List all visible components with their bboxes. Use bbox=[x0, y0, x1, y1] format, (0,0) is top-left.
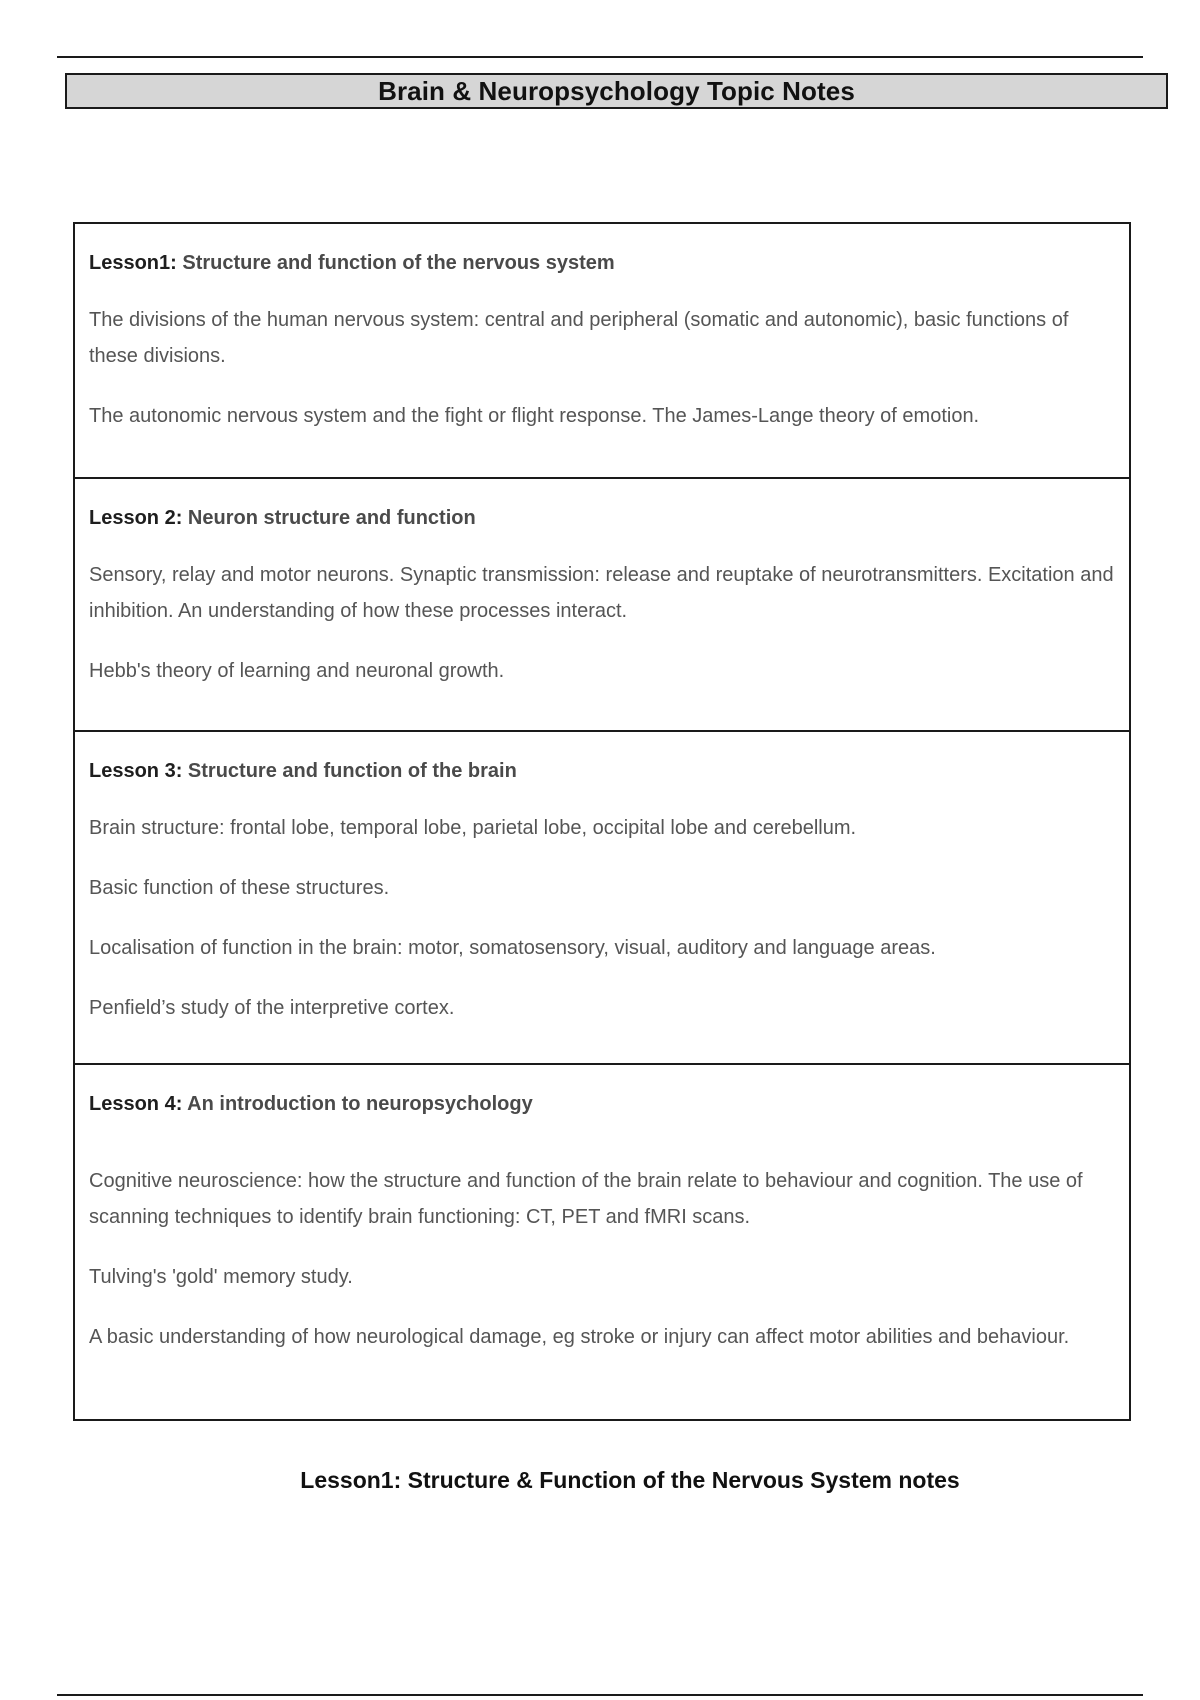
title-banner bbox=[65, 73, 1168, 109]
lesson-paragraph: A basic understanding of how neurological damage, eg stroke or injury can affect motor abilities and behaviour. bbox=[89, 1326, 1070, 1348]
lesson-paragraph: Penfield’s study of the interpretive cortex. bbox=[89, 997, 455, 1019]
lesson-number: Lesson1: bbox=[89, 252, 177, 274]
bottom-rule bbox=[57, 1694, 1143, 1696]
lessons-table bbox=[73, 222, 1131, 1421]
lesson-heading bbox=[89, 250, 1115, 276]
lesson-title: Neuron structure and function bbox=[182, 507, 476, 529]
lesson-cell-2 bbox=[75, 477, 1129, 730]
lesson-number: Lesson 2: bbox=[89, 507, 183, 529]
lesson-cell-4 bbox=[75, 1063, 1129, 1419]
lesson-paragraph: Brain structure: frontal lobe, temporal lobe, parietal lobe, occipital lobe and cerebellum. bbox=[89, 817, 857, 839]
lesson-heading bbox=[89, 758, 1115, 784]
notes-section-heading: Lesson1: Structure & Function of the Nervous System notes bbox=[300, 1467, 960, 1493]
lesson-paragraph: Localisation of function in the brain: motor, somatosensory, visual, auditory and language areas. bbox=[89, 937, 936, 959]
lesson-paragraph: Basic function of these structures. bbox=[89, 877, 390, 899]
lesson-number: Lesson 4: bbox=[89, 1093, 183, 1115]
lesson-heading bbox=[89, 1091, 1115, 1117]
lesson-paragraph: Sensory, relay and motor neurons. Synaptic transmission: release and reuptake of neurotransmitters. Excitation and inhibition. An understanding of how these processes interact. bbox=[89, 564, 1114, 622]
lesson-paragraph: Tulving's 'gold' memory study. bbox=[89, 1266, 353, 1288]
page-title: Brain & Neuropsychology Topic Notes bbox=[378, 75, 855, 106]
lesson-heading bbox=[89, 505, 1115, 531]
lesson-cell-1 bbox=[75, 224, 1129, 477]
lesson-title: Structure and function of the nervous system bbox=[176, 252, 615, 274]
lesson-cell-3 bbox=[75, 730, 1129, 1063]
lesson-paragraph: The divisions of the human nervous system: central and peripheral (somatic and autonomic), basic functions of these divisions. bbox=[89, 309, 1069, 367]
lesson-number: Lesson 3: bbox=[89, 760, 183, 782]
lesson-title: Structure and function of the brain bbox=[182, 760, 517, 782]
lesson-paragraph: Cognitive neuroscience: how the structure and function of the brain relate to behaviour and cognition. The use of scanning techniques to identify brain functioning: CT, PET and fMRI scans. bbox=[89, 1170, 1083, 1228]
top-rule bbox=[57, 56, 1143, 58]
lesson-title: An introduction to neuropsychology bbox=[182, 1093, 533, 1115]
lesson-paragraph: The autonomic nervous system and the fight or flight response. The James-Lange theory of emotion. bbox=[89, 405, 980, 427]
lesson-paragraph: Hebb's theory of learning and neuronal growth. bbox=[89, 660, 505, 682]
